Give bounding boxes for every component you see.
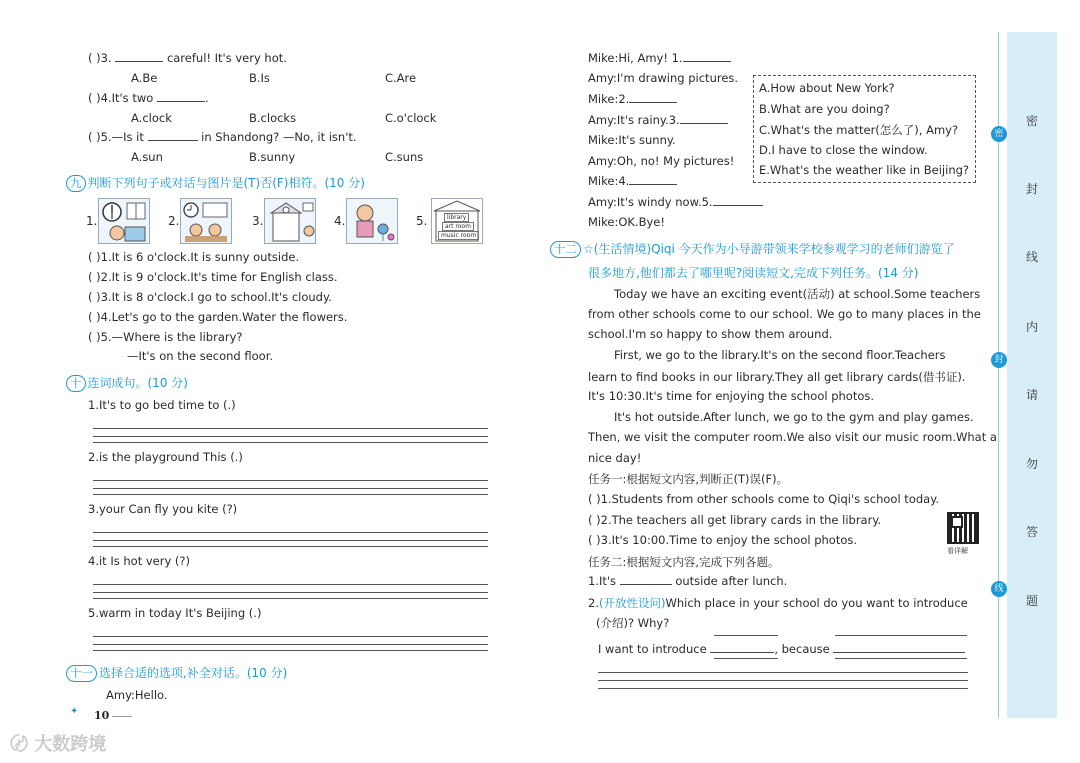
sidebar-char: 密 [1026,114,1039,128]
answer-blank[interactable] [833,642,965,653]
section-badge: 九 [66,175,86,192]
dialogue-first-line: Amy:Hello. [106,688,168,702]
writing-line[interactable] [714,658,778,659]
dialogue-line-8: Amy:It's windy now.5. [588,195,763,209]
writing-line[interactable] [598,688,968,689]
picture-label-4: 4. [334,214,346,228]
dialogue-line-7: Mike:4. [588,174,677,188]
writing-line[interactable] [714,635,778,636]
dialogue-line-1: Mike:Hi, Amy! 1. [588,51,731,65]
sec9-item-5: ( )5.—Where is the library? [88,330,243,344]
picture-label-5: 5. [416,214,428,228]
writing-line[interactable] [598,680,968,681]
section-badge: 十 [66,375,86,392]
writing-line[interactable] [835,635,967,636]
task-1-item-1: ( )1.Students from other schools come to Qiqi's school today. [588,492,940,506]
option-b: B.Is [249,71,270,85]
writing-line[interactable] [93,584,488,585]
answer-blank[interactable] [629,174,677,185]
writing-line[interactable] [93,546,488,547]
sidebar-char: 答 [1026,525,1039,539]
library-sign-picture [431,198,483,244]
option-c: C.Are [385,71,417,85]
answer-blank[interactable] [683,51,731,62]
answer-blank[interactable] [710,642,774,653]
option-a: A.sun [131,150,163,164]
dialogue-line-9: Mike:OK.Bye! [588,215,665,229]
writing-line[interactable] [93,532,488,533]
option-e: E.What's the weather like in Beijing? [759,163,970,177]
section-badge: 十一 [66,665,97,682]
passage-line: It's 10:30.It's time for enjoying the school photos. [588,389,875,403]
dialogue-line-5: Mike:It's sunny. [588,133,676,147]
clock-picture [98,198,150,244]
section-12-title-line2: 很多地方,他们都去了哪里呢?阅读短文,完成下列任务。(14 分) [588,266,919,280]
sidebar-char: 封 [1026,182,1039,196]
answer-blank[interactable] [629,92,677,103]
picture-label-1: 1. [86,214,98,228]
task-2-q1: 1.It's outside after lunch. [588,574,788,588]
option-a: A.Be [131,71,158,85]
sec9-item-3: ( )3.It is 8 o'clock.I go to school.It's cloudy. [88,290,332,304]
answer-blank[interactable] [620,574,672,585]
writing-line[interactable] [93,592,488,593]
passage-line: Today we have an exciting event(活动) at school.Some teachers [614,287,981,301]
sealing-sidebar [1007,32,1057,718]
sign-art-room: art room [442,222,474,231]
passage-line: First, we go to the library.It's on the second floor.Teachers [614,348,946,362]
writing-line[interactable] [93,636,488,637]
task-1-item-2: ( )2.The teachers all get library cards in the library. [588,513,882,527]
sidebar-char: 线 [1026,250,1039,264]
section-12-title: 十二 ☆(生活情境)Qiqi 今天作为小导游带领来学校参观学习的老师们游览了 [550,240,955,258]
sidebar-dot-feng: 封 [991,352,1007,368]
task-1-title: 任务一:根据短文内容,判断正(T)误(F)。 [588,472,789,486]
dialogue-line-4: Amy:It's rainy.3. [588,113,728,127]
sec9-item-2: ( )2.It is 9 o'clock.It's time for English class. [88,270,338,284]
writing-line[interactable] [93,598,488,599]
option-b: B.clocks [249,111,297,125]
sec9-item-1: ( )1.It is 6 o'clock.It is sunny outside. [88,250,300,264]
writing-line[interactable] [93,436,488,437]
option-a: A.clock [131,111,172,125]
passage-line: Then, we visit the computer room.We also visit our music room.What a [588,430,997,444]
option-d: D.I have to close the window. [759,143,928,157]
dialogue-line-6: Amy:Oh, no! My pictures! [588,154,735,168]
option-c: C.What's the matter(怎么了), Amy? [759,123,959,137]
section-9-title: 九 判断下列句子或对话与图片是(T)否(F)相符。(10 分) [66,174,365,192]
passage-line: It's hot outside.After lunch, we go to the gym and play games. [614,410,974,424]
picture-label-3: 3. [252,214,264,228]
writing-line[interactable] [93,480,488,481]
option-c: C.suns [385,150,424,164]
writing-line[interactable] [93,488,488,489]
sec9-item-5-answer: —It's on the second floor. [127,349,274,363]
question-3: ( )3. careful! It's very hot. [88,51,287,65]
word-order-4: 4.it Is hot very (?) [88,554,191,568]
star-icon: ✦ [70,706,79,717]
option-b: B.sunny [249,150,296,164]
task-2-q2-line2: (介绍)? Why? [596,616,670,630]
question-5: ( )5.—Is it in Shandong? —No, it isn't. [88,130,357,144]
writing-line[interactable] [835,658,967,659]
sidebar-dot-mi: 密 [991,126,1007,142]
word-order-3: 3.your Can fly you kite (?) [88,502,238,516]
qr-code-icon[interactable] [947,512,979,544]
section-11-title: 十一 选择合适的选项,补全对话。(10 分) [66,664,287,682]
sidebar-dot-xian: 线 [991,581,1007,597]
section-badge: 十二 [550,241,581,258]
writing-line[interactable] [93,494,488,495]
answer-blank[interactable] [157,91,205,102]
task-2-q2: 2.(开放性设问)Which place in your school do you want to introduce [588,596,968,610]
answer-blank[interactable] [713,195,763,206]
question-4: ( )4.It's two . [88,91,209,105]
garden-picture [346,198,398,244]
page-number: 10 [94,709,110,722]
task-2-title: 任务二:根据短文内容,完成下列各题。 [588,555,780,569]
sidebar-char: 题 [1026,594,1039,608]
picture-label-2: 2. [168,214,180,228]
word-order-2: 2.is the playground This (.) [88,450,243,464]
answer-blank[interactable] [680,113,728,124]
word-order-5: 5.warm in today It's Beijing (.) [88,606,262,620]
qr-label: 看详解 [947,547,968,555]
writing-line[interactable] [598,672,968,673]
sign-library: library [444,213,469,222]
classroom-picture [180,198,232,244]
passage-line: learn to find books in our library.They all get library cards(借书证). [588,370,966,384]
school-picture [264,198,316,244]
writing-line[interactable] [93,650,488,651]
option-b: B.What are you doing? [759,102,890,116]
watermark-logo-icon: 〄 [10,734,28,755]
sidebar-char: 内 [1026,320,1039,334]
watermark: 〄 大数跨境 [10,734,107,755]
page-divider [112,716,132,717]
writing-line[interactable] [93,644,488,645]
sidebar-char: 请 [1026,388,1039,402]
answer-blank[interactable] [115,51,163,62]
passage-line: from other schools come to our school. We go to many places in the [588,307,981,321]
sec9-item-4: ( )4.Let's go to the garden.Water the flowers. [88,310,348,324]
option-c: C.o'clock [385,111,437,125]
task-1-item-3: ( )3.It's 10:00.Time to enjoy the school photos. [588,533,858,547]
option-a: A.How about New York? [759,81,895,95]
section-10-title: 十 连词成句。(10 分) [66,374,188,392]
passage-line: nice day! [588,451,642,465]
passage-line: school.I'm so happy to show them around. [588,327,833,341]
sidebar-char: 勿 [1026,457,1039,471]
writing-line[interactable] [93,540,488,541]
dialogue-line-2: Amy:I'm drawing pictures. [588,71,739,85]
dialogue-line-3: Mike:2. [588,92,677,106]
sign-music-room: music room [438,231,479,240]
answer-sentence: I want to introduce , because [598,642,965,656]
writing-line[interactable] [93,442,488,443]
writing-line[interactable] [93,428,488,429]
answer-blank[interactable] [148,130,198,141]
word-order-1: 1.It's to go bed time to (.) [88,398,236,412]
